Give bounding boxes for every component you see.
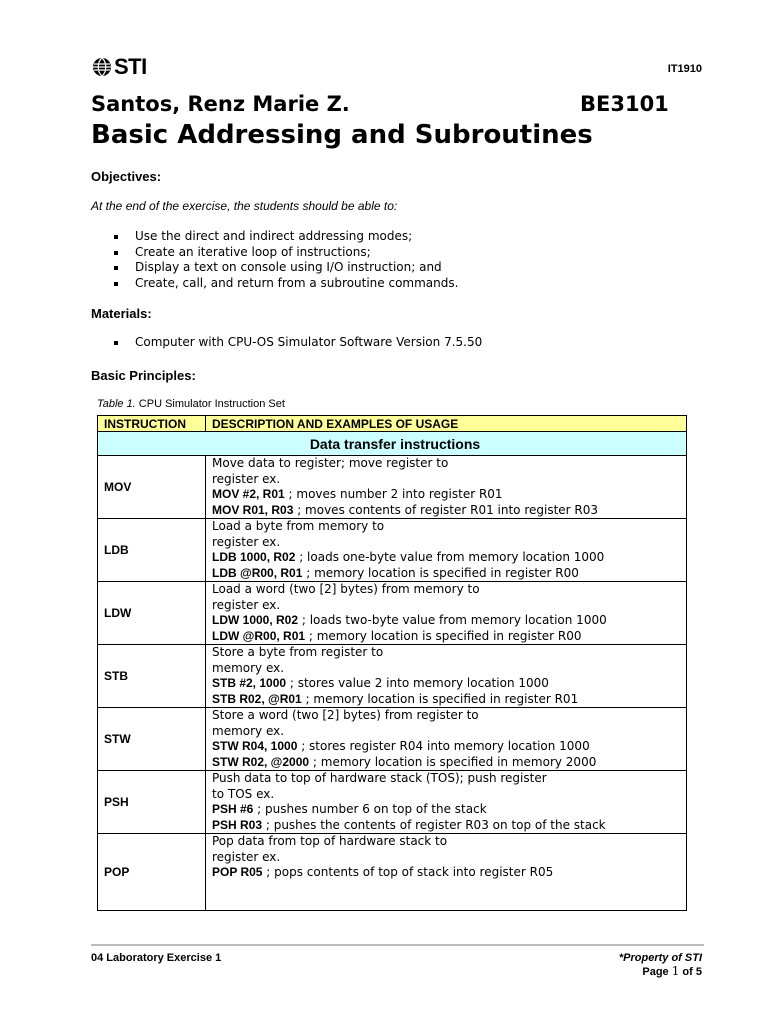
example-text: ; stores register R04 into memory location 1000 bbox=[297, 739, 590, 753]
example-text: ; pushes the contents of register R03 on top of the stack bbox=[262, 817, 606, 832]
list-item: Create an iterative loop of instructions; bbox=[112, 245, 458, 261]
example-text: ; stores value 2 into memory location 1000 bbox=[286, 676, 549, 690]
table-row bbox=[98, 645, 687, 708]
instruction-mnemonic: MOV bbox=[98, 456, 206, 519]
example-line bbox=[212, 818, 686, 834]
example-code: STW R04, 1000 bbox=[212, 739, 298, 753]
instruction-table bbox=[97, 415, 687, 911]
example-text: ; moves contents of register R01 into register R03 bbox=[293, 502, 599, 517]
instruction-mnemonic: PSH bbox=[98, 771, 206, 834]
example-code: STB #2, 1000 bbox=[212, 676, 287, 690]
description-line: to TOS ex. bbox=[212, 786, 275, 801]
footer-exercise-label: 04 Laboratory Exercise 1 bbox=[91, 952, 222, 964]
example-line bbox=[212, 739, 686, 755]
example-line bbox=[212, 629, 686, 645]
example-code: POP R05 bbox=[212, 865, 263, 879]
materials-heading: Materials: bbox=[91, 306, 152, 321]
example-code: STB R02, @R01 bbox=[212, 691, 302, 706]
table-row bbox=[98, 708, 687, 771]
example-line bbox=[212, 676, 686, 692]
instruction-description bbox=[206, 519, 687, 582]
course-code: IT1910 bbox=[667, 63, 702, 75]
example-text: ; pops contents of top of stack into register R05 bbox=[262, 865, 554, 879]
description-line: memory ex. bbox=[212, 660, 285, 675]
example-text: ; pushes number 6 on top of the stack bbox=[253, 802, 487, 816]
instruction-description bbox=[206, 834, 687, 911]
table-row bbox=[98, 582, 687, 645]
instruction-mnemonic: STB bbox=[98, 645, 206, 708]
group-row bbox=[98, 432, 687, 456]
example-text: ; memory location is specified in register R01 bbox=[301, 691, 579, 706]
footer-divider bbox=[91, 944, 704, 946]
objectives-intro: At the end of the exercise, the students should be able to: bbox=[91, 199, 398, 213]
description-line: Load a word (two [2] bytes) from memory to bbox=[212, 582, 480, 596]
group-title: Data transfer instructions bbox=[98, 432, 687, 456]
example-text: ; memory location is specified in register R00 bbox=[305, 628, 582, 643]
example-line bbox=[212, 865, 686, 881]
objectives-heading: Objectives: bbox=[91, 169, 162, 184]
example-text: ; loads two-byte value from memory location 1000 bbox=[298, 613, 607, 627]
table-row bbox=[98, 834, 687, 911]
description-line: Move data to register; move register to bbox=[212, 456, 449, 470]
instruction-mnemonic: POP bbox=[98, 834, 206, 911]
example-code: LDB 1000, R02 bbox=[212, 550, 296, 564]
example-text: ; moves number 2 into register R01 bbox=[284, 487, 503, 501]
list-item: Computer with CPU-OS Simulator Software Version 7.5.50 bbox=[112, 335, 482, 351]
description-line: Store a word (two [2] bytes) from register to bbox=[212, 708, 479, 722]
globe-icon bbox=[92, 57, 112, 77]
caption-label: Table 1. bbox=[97, 398, 136, 410]
example-code: LDW 1000, R02 bbox=[212, 613, 299, 627]
example-line bbox=[212, 692, 686, 708]
page-label: Page bbox=[642, 966, 672, 978]
example-text: ; memory location is specified in register R00 bbox=[302, 565, 579, 580]
description-line: Store a byte from register to bbox=[212, 645, 384, 659]
example-code: LDB @R00, R01 bbox=[212, 565, 303, 580]
table-row bbox=[98, 771, 687, 834]
example-line bbox=[212, 487, 686, 503]
description-line: memory ex. bbox=[212, 723, 285, 738]
list-item: Create, call, and return from a subroutine commands. bbox=[112, 276, 458, 292]
instruction-description bbox=[206, 456, 687, 519]
description-line: register ex. bbox=[212, 471, 281, 486]
page-number: 1 bbox=[671, 964, 680, 978]
table-row bbox=[98, 519, 687, 582]
page-total: of 5 bbox=[679, 966, 702, 978]
description-line: register ex. bbox=[212, 849, 281, 864]
example-code: PSH #6 bbox=[212, 802, 254, 816]
footer-page-info bbox=[619, 952, 702, 979]
table-row bbox=[98, 456, 687, 519]
page-indicator bbox=[619, 965, 702, 979]
example-line bbox=[212, 503, 686, 519]
instruction-description bbox=[206, 645, 687, 708]
instruction-description bbox=[206, 582, 687, 645]
example-text: ; memory location is specified in memory 2000 bbox=[309, 754, 597, 769]
description-line: Pop data from top of hardware stack to bbox=[212, 834, 448, 848]
example-code: PSH R03 bbox=[212, 817, 263, 832]
header-instruction: INSTRUCTION bbox=[98, 416, 206, 432]
example-line bbox=[212, 755, 686, 771]
example-line bbox=[212, 566, 686, 582]
materials-list bbox=[112, 335, 482, 351]
logo-text: STI bbox=[114, 54, 147, 79]
example-text: ; loads one-byte value from memory location 1000 bbox=[295, 550, 605, 564]
example-code: MOV #2, R01 bbox=[212, 487, 285, 501]
student-name: Santos, Renz Marie Z. bbox=[91, 92, 350, 116]
list-item: Display a text on console using I/O instruction; and bbox=[112, 260, 458, 276]
caption-text: CPU Simulator Instruction Set bbox=[135, 398, 285, 410]
list-item: Use the direct and indirect addressing modes; bbox=[112, 229, 458, 245]
instruction-description bbox=[206, 771, 687, 834]
example-line bbox=[212, 550, 686, 566]
example-line bbox=[212, 802, 686, 818]
instruction-mnemonic: STW bbox=[98, 708, 206, 771]
header-description: DESCRIPTION AND EXAMPLES OF USAGE bbox=[206, 416, 687, 432]
description-line: Push data to top of hardware stack (TOS); push register bbox=[212, 771, 547, 785]
instruction-mnemonic: LDB bbox=[98, 519, 206, 582]
instruction-mnemonic: LDW bbox=[98, 582, 206, 645]
sti-logo bbox=[92, 55, 147, 79]
description-line: register ex. bbox=[212, 534, 281, 549]
page-title: Basic Addressing and Subroutines bbox=[91, 120, 593, 150]
description-line: Load a byte from memory to bbox=[212, 519, 385, 533]
instruction-description bbox=[206, 708, 687, 771]
section-code: BE3101 bbox=[580, 92, 669, 116]
objectives-list bbox=[112, 229, 458, 291]
example-line bbox=[212, 613, 686, 629]
principles-heading: Basic Principles: bbox=[91, 368, 196, 383]
table-header-row bbox=[98, 416, 687, 432]
example-code: LDW @R00, R01 bbox=[212, 628, 306, 643]
example-code: STW R02, @2000 bbox=[212, 754, 310, 769]
table-caption bbox=[97, 398, 285, 410]
example-code: MOV R01, R03 bbox=[212, 502, 294, 517]
property-notice: *Property of STI bbox=[618, 952, 702, 964]
description-line: register ex. bbox=[212, 597, 281, 612]
